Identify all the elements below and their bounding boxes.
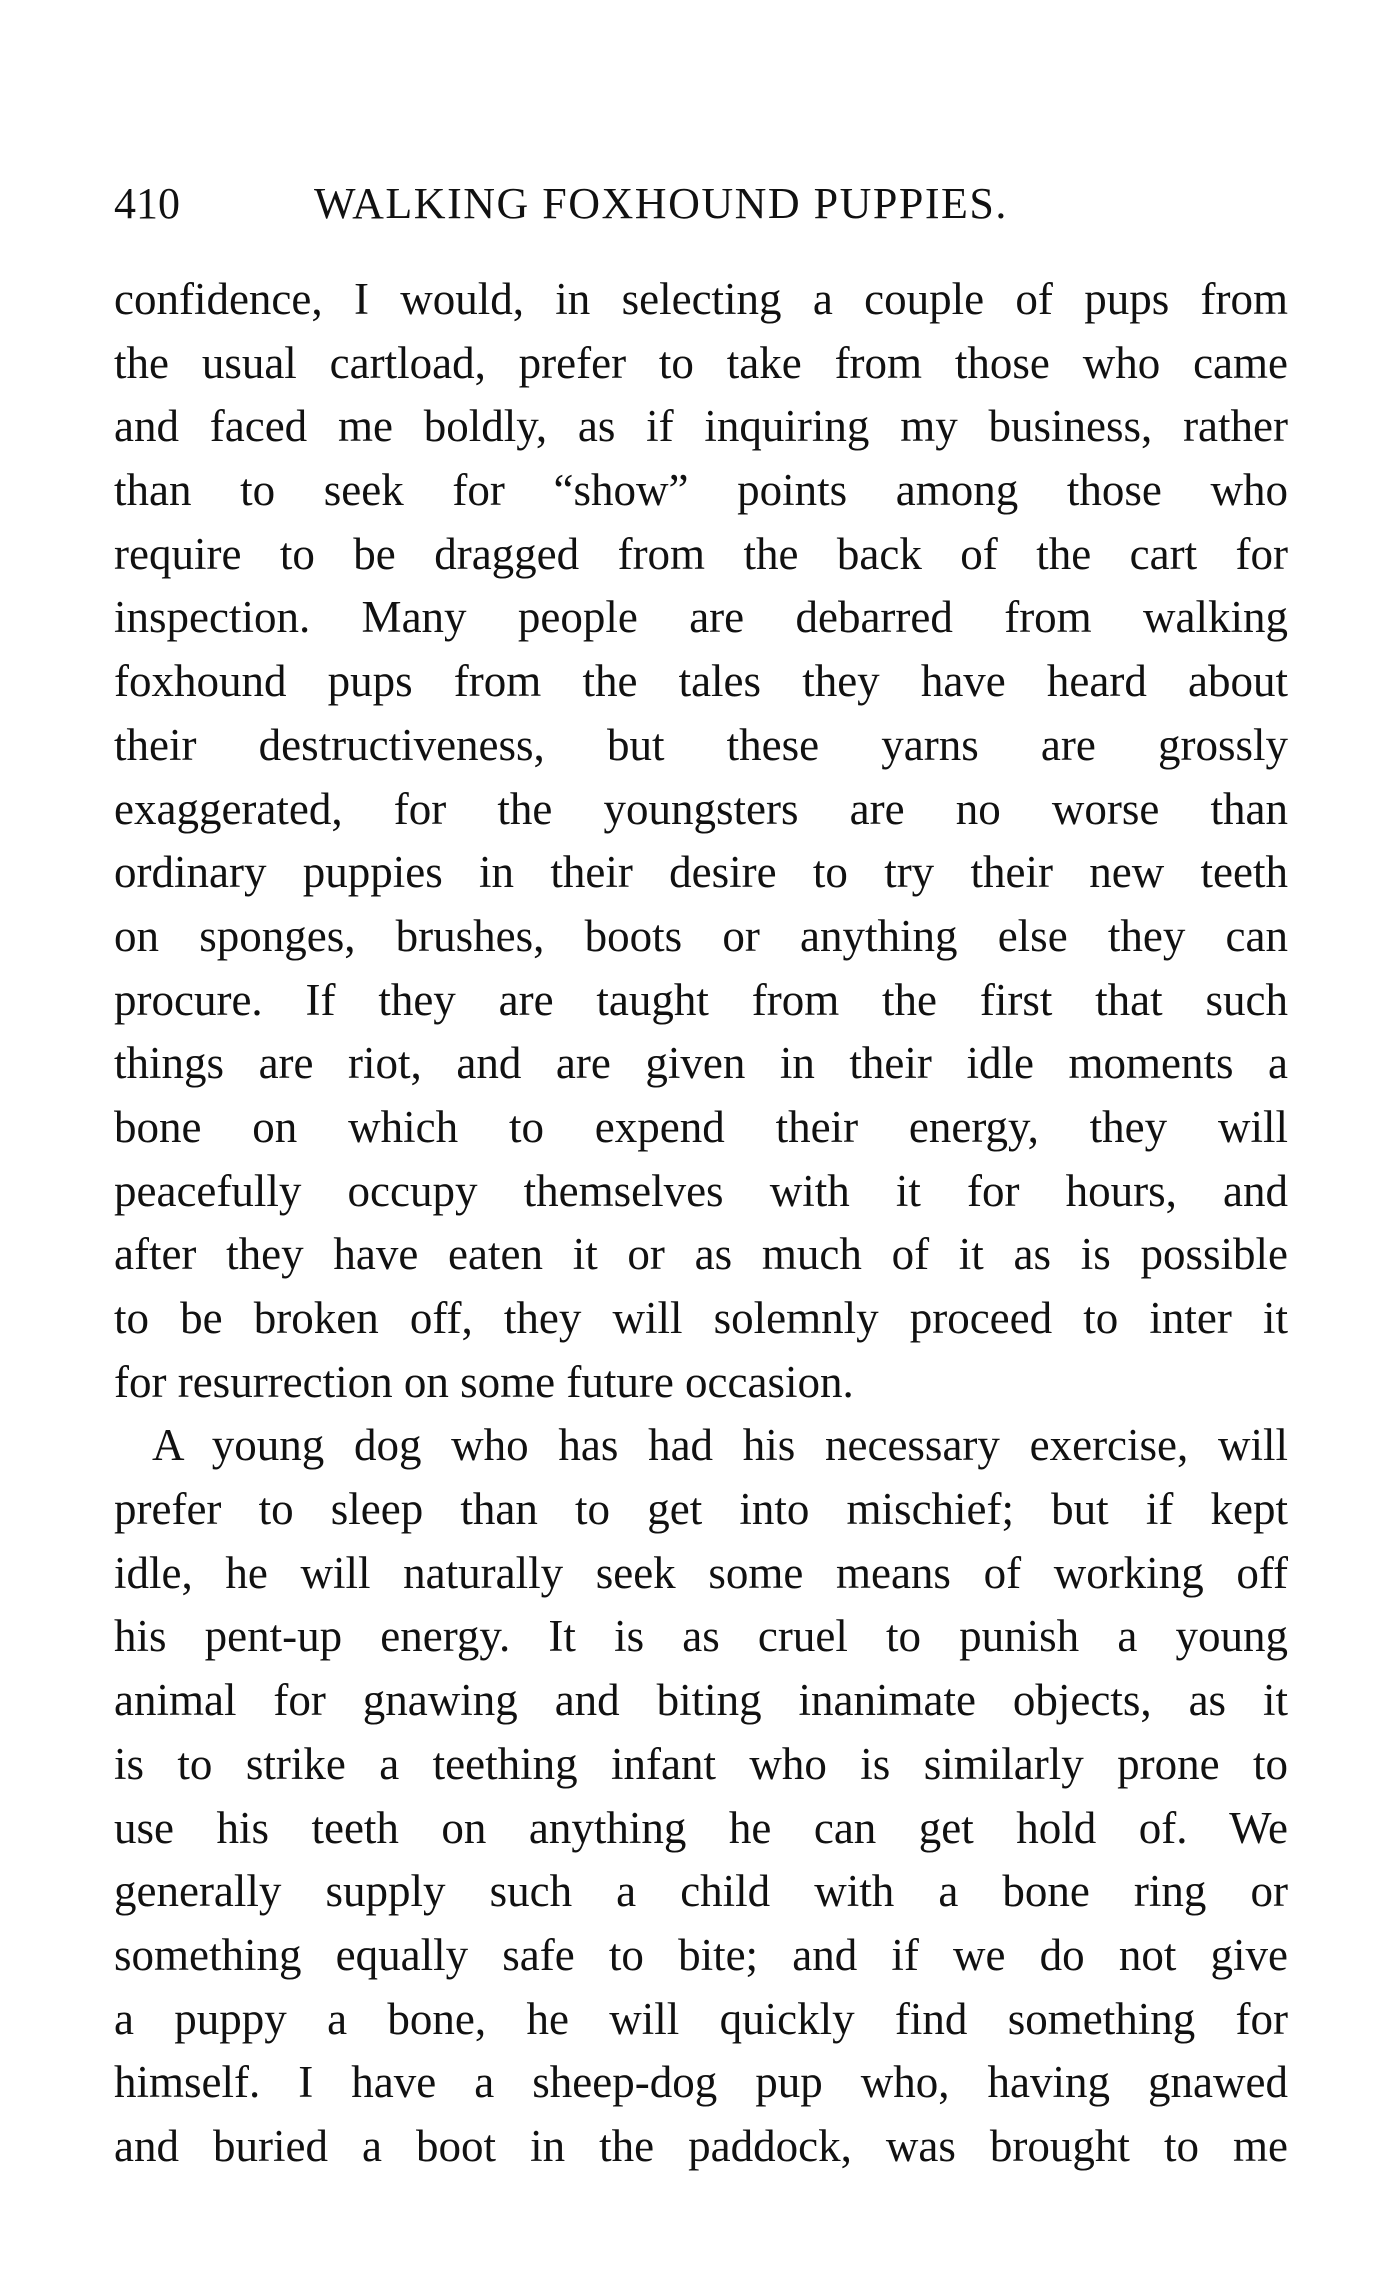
text-line: after they have eaten it or as much of it as is possible: [114, 1229, 1288, 1280]
text-line: and faced me boldly, as if inquiring my business, rather: [114, 401, 1288, 452]
text-line: and buried a boot in the paddock, was brought to me: [114, 2120, 1288, 2171]
text-line: is to strike a teething infant who is similarly prone to: [114, 1738, 1288, 1789]
text-line: peacefully occupy themselves with it for hours, and: [114, 1165, 1288, 1216]
text-line: bone on which to expend their energy, they will: [114, 1101, 1288, 1152]
text-line: ordinary puppies in their desire to try their new teeth: [114, 847, 1288, 898]
text-line: foxhound pups from the tales they have heard about: [114, 656, 1288, 707]
text-line: prefer to sleep than to get into mischief; but if kept: [114, 1484, 1288, 1535]
text-line: a puppy a bone, he will quickly find something for: [114, 1993, 1288, 2044]
text-line: on sponges, brushes, boots or anything else they can: [114, 910, 1288, 961]
text-line: than to seek for “show” points among those who: [114, 465, 1288, 516]
text-line: use his teeth on anything he can get hold of. We: [114, 1802, 1288, 1853]
page-body-text: [114, 268, 1288, 2179]
text-line: their destructiveness, but these yarns are grossly: [114, 719, 1288, 770]
text-line: his pent-up energy. It is as cruel to punish a young: [114, 1611, 1288, 1662]
running-header: [114, 178, 1114, 238]
running-title: WALKING FOXHOUND PUPPIES.: [314, 179, 1008, 228]
text-line: exaggerated, for the youngsters are no worse than: [114, 783, 1288, 834]
text-line: require to be dragged from the back of the cart for: [114, 528, 1288, 579]
text-line: something equally safe to bite; and if we do not give: [114, 1929, 1288, 1980]
text-line: procure. If they are taught from the first that such: [114, 974, 1288, 1025]
page-number: 410: [114, 179, 180, 228]
paragraph-end-line: for resurrection on some future occasion.: [114, 1356, 854, 1407]
text-line: inspection. Many people are debarred from walking: [114, 592, 1288, 643]
paragraph-start-line: A young dog who has had his necessary exercise, will: [152, 1420, 1288, 1471]
text-line: the usual cartload, prefer to take from those who came: [114, 337, 1288, 388]
text-line: generally supply such a child with a bone ring or: [114, 1866, 1288, 1917]
text-line: animal for gnawing and biting inanimate objects, as it: [114, 1675, 1288, 1726]
text-line: confidence, I would, in selecting a couple of pups from: [114, 274, 1288, 324]
text-line: things are riot, and are given in their idle moments a: [114, 1038, 1288, 1089]
text-line: idle, he will naturally seek some means of working off: [114, 1547, 1288, 1598]
text-line: himself. I have a sheep-dog pup who, having gnawed: [114, 2057, 1288, 2108]
text-line: to be broken off, they will solemnly proceed to inter it: [114, 1293, 1288, 1343]
